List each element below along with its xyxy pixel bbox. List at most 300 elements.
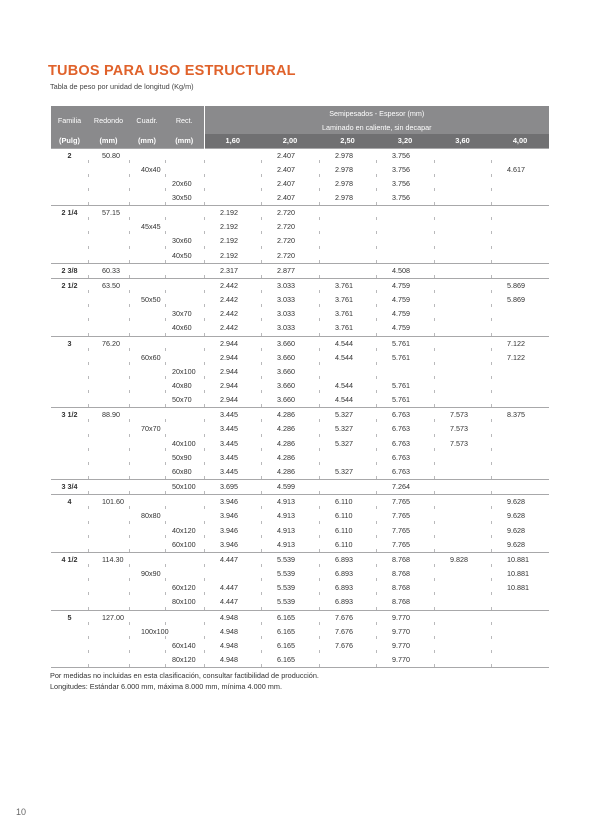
cell-familia [51, 524, 88, 538]
cell-familia: 3 3/4 [51, 480, 88, 495]
cell-familia [51, 191, 88, 206]
cell-weight: 5.327 [319, 465, 376, 480]
cell-weight [376, 220, 434, 234]
cell-redondo [88, 639, 129, 653]
cell-weight: 3.756 [376, 148, 434, 163]
cell-weight [491, 639, 549, 653]
table-row [51, 379, 549, 393]
cell-rect [165, 278, 204, 293]
cell-weight: 5.327 [319, 437, 376, 451]
table-row [51, 206, 549, 221]
cell-weight: 4.508 [376, 263, 434, 278]
cell-weight [434, 234, 491, 248]
cell-weight [491, 206, 549, 221]
table-row [51, 567, 549, 581]
cell-weight: 7.264 [376, 480, 434, 495]
cell-rect: 60x100 [165, 538, 204, 553]
cell-familia [51, 351, 88, 365]
cell-weight: 3.946 [204, 524, 261, 538]
cell-weight [319, 365, 376, 379]
table-row [51, 422, 549, 436]
cell-redondo: 50.80 [88, 148, 129, 163]
unit-label: (mm) [129, 134, 165, 148]
cell-rect [165, 263, 204, 278]
cell-weight: 4.447 [204, 595, 261, 610]
cell-weight [434, 524, 491, 538]
cell-weight: 3.761 [319, 278, 376, 293]
table-row [51, 307, 549, 321]
cell-rect: 40x50 [165, 249, 204, 264]
cell-weight: 9.770 [376, 610, 434, 625]
cell-redondo: 76.20 [88, 336, 129, 351]
cell-weight [491, 465, 549, 480]
table-row [51, 625, 549, 639]
cell-cuadr [129, 595, 165, 610]
cell-cuadr [129, 336, 165, 351]
cell-weight: 3.445 [204, 451, 261, 465]
cell-weight [434, 480, 491, 495]
cell-cuadr [129, 249, 165, 264]
cell-weight: 3.946 [204, 495, 261, 510]
table-row [51, 365, 549, 379]
cell-weight: 3.445 [204, 437, 261, 451]
cell-weight [434, 451, 491, 465]
cell-familia: 2 3/8 [51, 263, 88, 278]
cell-rect [165, 552, 204, 567]
cell-weight: 7.676 [319, 639, 376, 653]
cell-weight: 8.768 [376, 581, 434, 595]
cell-familia [51, 393, 88, 408]
cell-cuadr [129, 234, 165, 248]
cell-rect: 40x100 [165, 437, 204, 451]
cell-redondo: 127.00 [88, 610, 129, 625]
cell-weight [434, 163, 491, 177]
cell-redondo: 88.90 [88, 408, 129, 423]
cell-weight [491, 220, 549, 234]
cell-cuadr [129, 379, 165, 393]
cell-cuadr [129, 610, 165, 625]
cell-weight: 8.375 [491, 408, 549, 423]
cell-weight: 5.761 [376, 379, 434, 393]
cell-weight [434, 307, 491, 321]
cell-familia: 3 1/2 [51, 408, 88, 423]
cell-redondo [88, 538, 129, 553]
cell-rect: 40x60 [165, 321, 204, 336]
cell-weight: 6.165 [261, 625, 319, 639]
cell-weight: 2.407 [261, 177, 319, 191]
cell-familia [51, 321, 88, 336]
cell-redondo: 63.50 [88, 278, 129, 293]
cell-familia [51, 249, 88, 264]
cell-weight: 7.122 [491, 336, 549, 351]
cell-redondo [88, 567, 129, 581]
cell-weight: 6.763 [376, 437, 434, 451]
cell-cuadr: 90x90 [129, 567, 165, 581]
cell-weight [319, 206, 376, 221]
cell-cuadr [129, 524, 165, 538]
cell-weight: 6.763 [376, 465, 434, 480]
cell-weight [434, 581, 491, 595]
cell-weight: 2.720 [261, 249, 319, 264]
cell-weight: 3.033 [261, 293, 319, 307]
cell-rect: 50x100 [165, 480, 204, 495]
cell-rect [165, 567, 204, 581]
cell-weight: 10.881 [491, 567, 549, 581]
cell-redondo [88, 393, 129, 408]
cell-weight [434, 610, 491, 625]
cell-weight: 4.286 [261, 437, 319, 451]
cell-familia [51, 653, 88, 668]
cell-weight: 9.770 [376, 625, 434, 639]
cell-weight [491, 437, 549, 451]
cell-weight [491, 321, 549, 336]
weight-table [51, 106, 549, 668]
cell-weight: 2.407 [261, 163, 319, 177]
cell-weight: 2.442 [204, 293, 261, 307]
cell-familia: 4 [51, 495, 88, 510]
cell-weight: 2.978 [319, 148, 376, 163]
cell-weight [376, 234, 434, 248]
cell-rect [165, 625, 204, 639]
cell-rect: 40x120 [165, 524, 204, 538]
table-row [51, 495, 549, 510]
cell-weight [491, 379, 549, 393]
page-subtitle: Tabla de peso por unidad de longitud (Kg/m) [50, 82, 194, 91]
cell-cuadr [129, 480, 165, 495]
cell-weight: 7.765 [376, 538, 434, 553]
cell-weight [204, 163, 261, 177]
cell-familia [51, 567, 88, 581]
cell-weight: 9.770 [376, 653, 434, 668]
thickness-header: 3,20 [376, 134, 434, 148]
cell-rect [165, 148, 204, 163]
cell-weight [434, 393, 491, 408]
cell-weight: 6.165 [261, 653, 319, 668]
cell-weight [204, 177, 261, 191]
cell-weight: 6.110 [319, 538, 376, 553]
col-header-cuadr: Cuadr. [129, 106, 165, 134]
cell-weight: 8.768 [376, 552, 434, 567]
cell-weight: 6.165 [261, 610, 319, 625]
cell-weight: 4.913 [261, 524, 319, 538]
cell-weight: 3.946 [204, 538, 261, 553]
cell-weight: 2.978 [319, 191, 376, 206]
cell-weight [434, 263, 491, 278]
cell-weight [491, 595, 549, 610]
cell-weight: 6.110 [319, 509, 376, 523]
cell-weight: 3.660 [261, 379, 319, 393]
cell-cuadr: 60x60 [129, 351, 165, 365]
cell-weight: 4.544 [319, 393, 376, 408]
cell-familia: 3 [51, 336, 88, 351]
thickness-header: 1,60 [204, 134, 261, 148]
cell-weight [491, 191, 549, 206]
cell-rect: 50x70 [165, 393, 204, 408]
cell-redondo [88, 581, 129, 595]
cell-weight: 3.660 [261, 393, 319, 408]
cell-weight [434, 595, 491, 610]
cell-familia [51, 595, 88, 610]
cell-familia [51, 379, 88, 393]
cell-weight: 2.877 [261, 263, 319, 278]
cell-redondo [88, 321, 129, 336]
footnotes [50, 670, 319, 692]
thickness-header: 3,60 [434, 134, 491, 148]
cell-weight [376, 206, 434, 221]
cell-weight: 3.033 [261, 307, 319, 321]
table-body [51, 148, 549, 668]
cell-weight: 2.192 [204, 220, 261, 234]
table-row [51, 480, 549, 495]
cell-weight: 6.763 [376, 408, 434, 423]
cell-weight [204, 567, 261, 581]
cell-weight: 2.944 [204, 365, 261, 379]
cell-weight: 6.110 [319, 495, 376, 510]
cell-familia [51, 293, 88, 307]
cell-weight: 2.720 [261, 234, 319, 248]
cell-weight [434, 206, 491, 221]
thickness-header: 2,00 [261, 134, 319, 148]
cell-cuadr [129, 538, 165, 553]
cell-redondo [88, 451, 129, 465]
cell-weight: 4.759 [376, 307, 434, 321]
cell-rect [165, 509, 204, 523]
cell-weight [434, 365, 491, 379]
unit-label: (mm) [165, 134, 204, 148]
cell-weight: 4.599 [261, 480, 319, 495]
cell-weight [434, 465, 491, 480]
cell-weight: 5.761 [376, 393, 434, 408]
table-row [51, 524, 549, 538]
cell-weight [491, 365, 549, 379]
cell-weight [434, 148, 491, 163]
table-row [51, 393, 549, 408]
cell-weight [204, 191, 261, 206]
cell-rect: 20x60 [165, 177, 204, 191]
cell-weight [434, 567, 491, 581]
cell-rect [165, 351, 204, 365]
cell-rect: 30x50 [165, 191, 204, 206]
table-row [51, 148, 549, 163]
cell-weight: 2.720 [261, 206, 319, 221]
cell-weight: 2.407 [261, 148, 319, 163]
table-row [51, 191, 549, 206]
cell-cuadr: 100x100 [129, 625, 165, 639]
cell-weight: 2.442 [204, 278, 261, 293]
table-row [51, 552, 549, 567]
cell-rect: 60x80 [165, 465, 204, 480]
cell-weight: 4.544 [319, 379, 376, 393]
cell-cuadr [129, 278, 165, 293]
cell-rect: 60x140 [165, 639, 204, 653]
page-number: 10 [16, 807, 27, 817]
cell-weight [491, 480, 549, 495]
cell-cuadr [129, 321, 165, 336]
cell-weight: 3.761 [319, 307, 376, 321]
cell-weight: 7.676 [319, 610, 376, 625]
cell-rect [165, 422, 204, 436]
cell-weight: 10.881 [491, 581, 549, 595]
cell-rect [165, 293, 204, 307]
cell-weight: 4.759 [376, 293, 434, 307]
table-row [51, 408, 549, 423]
cell-redondo [88, 437, 129, 451]
cell-redondo [88, 379, 129, 393]
cell-weight [319, 653, 376, 668]
cell-weight: 9.628 [491, 524, 549, 538]
cell-familia: 2 1/4 [51, 206, 88, 221]
cell-weight [319, 263, 376, 278]
cell-weight [434, 249, 491, 264]
cell-weight: 3.033 [261, 278, 319, 293]
cell-weight: 7.676 [319, 625, 376, 639]
table-row [51, 437, 549, 451]
cell-weight [434, 293, 491, 307]
cell-rect [165, 610, 204, 625]
cell-weight [319, 249, 376, 264]
table-row [51, 249, 549, 264]
cell-redondo [88, 595, 129, 610]
cell-weight: 2.407 [261, 191, 319, 206]
cell-weight: 3.756 [376, 163, 434, 177]
cell-weight: 2.944 [204, 351, 261, 365]
cell-weight: 3.660 [261, 365, 319, 379]
table-row [51, 538, 549, 553]
cell-redondo [88, 625, 129, 639]
cell-familia [51, 509, 88, 523]
table-row [51, 595, 549, 610]
cell-weight: 3.946 [204, 509, 261, 523]
cell-weight [434, 191, 491, 206]
cell-weight [491, 422, 549, 436]
cell-weight [491, 653, 549, 668]
table-row [51, 451, 549, 465]
cell-weight: 6.110 [319, 524, 376, 538]
table-row [51, 293, 549, 307]
cell-weight [491, 234, 549, 248]
cell-cuadr [129, 552, 165, 567]
cell-weight: 4.759 [376, 321, 434, 336]
cell-cuadr [129, 408, 165, 423]
cell-cuadr [129, 206, 165, 221]
cell-weight [491, 263, 549, 278]
cell-familia [51, 234, 88, 248]
cell-weight: 9.628 [491, 495, 549, 510]
cell-weight [319, 220, 376, 234]
cell-weight [319, 234, 376, 248]
cell-familia [51, 220, 88, 234]
cell-familia: 2 1/2 [51, 278, 88, 293]
table-row [51, 509, 549, 523]
table-row [51, 234, 549, 248]
cell-weight [434, 177, 491, 191]
cell-weight: 5.761 [376, 351, 434, 365]
cell-weight: 3.761 [319, 321, 376, 336]
cell-weight [434, 278, 491, 293]
cell-cuadr [129, 263, 165, 278]
cell-weight [491, 610, 549, 625]
cell-cuadr [129, 393, 165, 408]
table-row [51, 639, 549, 653]
cell-weight: 2.944 [204, 393, 261, 408]
cell-weight [491, 177, 549, 191]
cell-weight: 7.122 [491, 351, 549, 365]
cell-familia [51, 538, 88, 553]
cell-redondo: 114.30 [88, 552, 129, 567]
cell-weight: 5.761 [376, 336, 434, 351]
cell-weight: 4.913 [261, 509, 319, 523]
table-row [51, 581, 549, 595]
cell-weight: 3.445 [204, 465, 261, 480]
cell-weight: 2.720 [261, 220, 319, 234]
cell-weight [376, 365, 434, 379]
cell-weight [491, 393, 549, 408]
cell-rect: 80x100 [165, 595, 204, 610]
cell-weight: 2.978 [319, 177, 376, 191]
cell-weight [491, 625, 549, 639]
table-row [51, 163, 549, 177]
cell-cuadr [129, 465, 165, 480]
cell-weight: 5.539 [261, 567, 319, 581]
cell-weight [491, 148, 549, 163]
cell-weight: 5.869 [491, 293, 549, 307]
cell-weight [434, 625, 491, 639]
cell-weight: 9.628 [491, 509, 549, 523]
cell-weight: 5.539 [261, 595, 319, 610]
header-row-units [51, 134, 549, 148]
cell-cuadr [129, 365, 165, 379]
cell-weight: 2.192 [204, 249, 261, 264]
cell-weight: 7.573 [434, 408, 491, 423]
unit-label: (mm) [88, 134, 129, 148]
cell-weight: 6.893 [319, 567, 376, 581]
cell-weight: 6.763 [376, 422, 434, 436]
cell-weight: 2.442 [204, 321, 261, 336]
cell-redondo [88, 465, 129, 480]
cell-weight: 4.544 [319, 351, 376, 365]
table-row [51, 278, 549, 293]
cell-rect [165, 336, 204, 351]
cell-weight: 4.913 [261, 538, 319, 553]
cell-weight: 5.327 [319, 408, 376, 423]
cell-redondo [88, 220, 129, 234]
table-row [51, 177, 549, 191]
col-header-group: Semipesados - Espesor (mm) [204, 106, 549, 120]
cell-weight: 2.944 [204, 379, 261, 393]
table-row [51, 321, 549, 336]
cell-weight: 3.445 [204, 422, 261, 436]
cell-weight: 4.286 [261, 465, 319, 480]
cell-rect: 30x60 [165, 234, 204, 248]
thickness-header: 4,00 [491, 134, 549, 148]
cell-weight [434, 509, 491, 523]
cell-familia: 4 1/2 [51, 552, 88, 567]
cell-familia [51, 437, 88, 451]
cell-weight: 6.763 [376, 451, 434, 465]
cell-weight [434, 336, 491, 351]
cell-rect: 80x120 [165, 653, 204, 668]
cell-weight [434, 653, 491, 668]
col-header-redondo: Redondo [88, 106, 129, 134]
cell-weight: 4.948 [204, 610, 261, 625]
cell-familia [51, 451, 88, 465]
cell-cuadr: 50x50 [129, 293, 165, 307]
cell-weight [319, 451, 376, 465]
cell-familia [51, 422, 88, 436]
unit-label: (Pulg) [51, 134, 88, 148]
cell-redondo [88, 249, 129, 264]
cell-redondo [88, 293, 129, 307]
